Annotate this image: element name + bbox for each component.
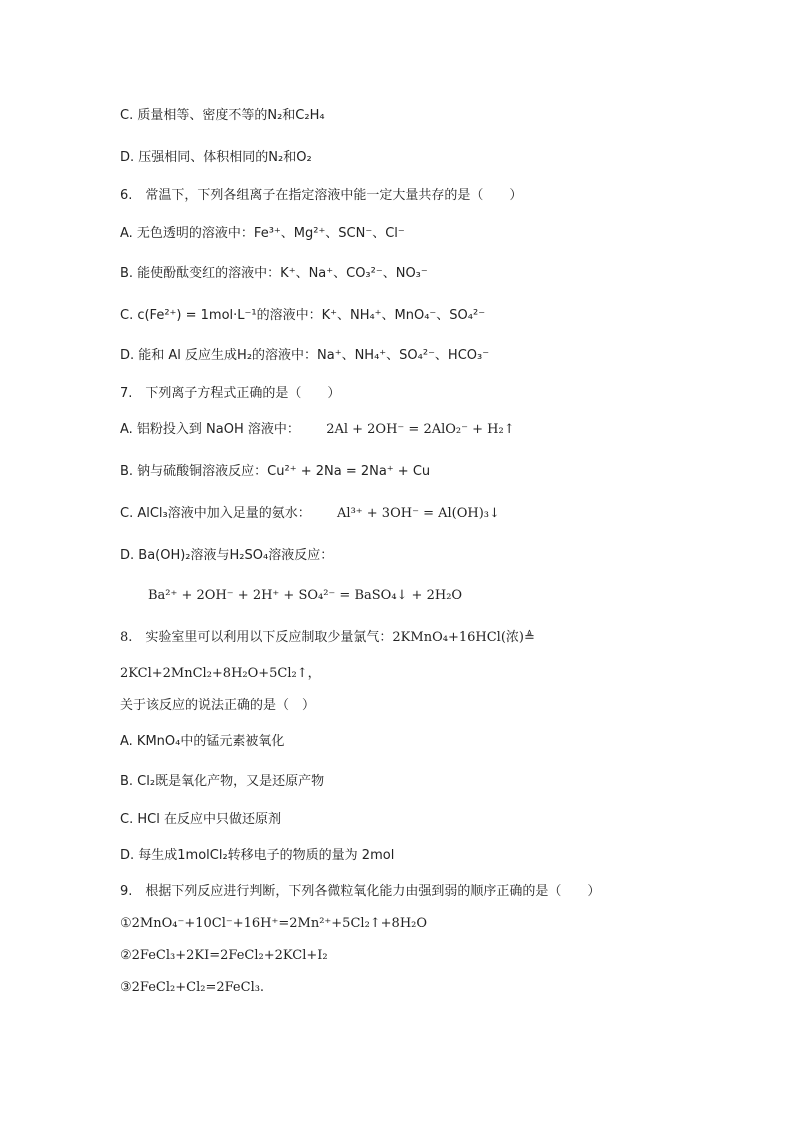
question-9-reaction-1: ①2MnO₄⁻+10Cl⁻+16H⁺=2Mn²⁺+5Cl₂↑+8H₂O xyxy=(120,916,428,931)
option-8d: D. 每生成1molCl₂转移电子的物质的量为 2mol xyxy=(120,848,395,863)
option-6b: B. 能使酚酞变红的溶液中：K⁺、Na⁺、CO₃²⁻、NO₃⁻ xyxy=(120,266,428,281)
option-8b: B. Cl₂既是氧化产物，又是还原产物 xyxy=(120,774,325,789)
option-6a: A. 无色透明的溶液中：Fe³⁺、Mg²⁺、SCN⁻、Cl⁻ xyxy=(120,226,405,241)
option-6c: C. c(Fe²⁺) = 1mol·L⁻¹的溶液中：K⁺、NH₄⁺、MnO₄⁻、SO₄²⁻ xyxy=(120,308,486,323)
option-7b: B. 钠与硫酸铜溶液反应：Cu²⁺ + 2Na = 2Na⁺ + Cu xyxy=(120,464,431,479)
option-7d: D. Ba(OH)₂溶液与H₂SO₄溶液反应： xyxy=(120,548,334,563)
question-7: 7. 下列离子方程式正确的是（ ） xyxy=(120,386,341,401)
question-8-line-2: 2KCl+2MnCl₂+8H₂O+5Cl₂↑， xyxy=(120,666,321,681)
option-8a: A. KMnO₄中的锰元素被氧化 xyxy=(120,734,285,749)
option-7d-equation: Ba²⁺ + 2OH⁻ + 2H⁺ + SO₄²⁻ = BaSO₄↓ + 2H₂O xyxy=(148,588,463,603)
question-8-line-3: 关于该反应的说法正确的是（ ） xyxy=(120,698,316,713)
question-9: 9. 根据下列反应进行判断，下列各微粒氧化能力由强到弱的顺序正确的是（ ） xyxy=(120,884,601,899)
option-7a xyxy=(120,420,754,440)
question-6: 6. 常温下，下列各组离子在指定溶液中能一定大量共存的是（ ） xyxy=(120,188,523,203)
option-5c: C. 质量相等、密度不等的N₂和C₂H₄ xyxy=(120,108,325,123)
option-7c-equation: Al³⁺ + 3OH⁻ = Al(OH)₃↓ xyxy=(337,506,500,521)
question-8-line-1: 8. 实验室里可以利用以下反应制取少量氯气：2KMnO₄+16HCl(浓)≜ xyxy=(120,630,535,645)
option-8c: C. HCl 在反应中只做还原剂 xyxy=(120,812,281,827)
option-7a-text: A. 铝粉投入到 NaOH 溶液中： xyxy=(120,422,300,437)
option-7c xyxy=(120,504,754,524)
question-9-reaction-2: ②2FeCl₃+2KI=2FeCl₂+2KCl+I₂ xyxy=(120,948,328,963)
question-9-reaction-3: ③2FeCl₂+Cl₂=2FeCl₃. xyxy=(120,980,265,995)
option-7a-equation: 2Al + 2OH⁻ = 2AlO₂⁻ + H₂↑ xyxy=(326,422,515,437)
option-5d: D. 压强相同、体积相同的N₂和O₂ xyxy=(120,150,312,165)
option-6d: D. 能和 Al 反应生成H₂的溶液中：Na⁺、NH₄⁺、SO₄²⁻、HCO₃⁻ xyxy=(120,348,490,363)
option-7c-text: C. AlCl₃溶液中加入足量的氨水： xyxy=(120,506,311,521)
